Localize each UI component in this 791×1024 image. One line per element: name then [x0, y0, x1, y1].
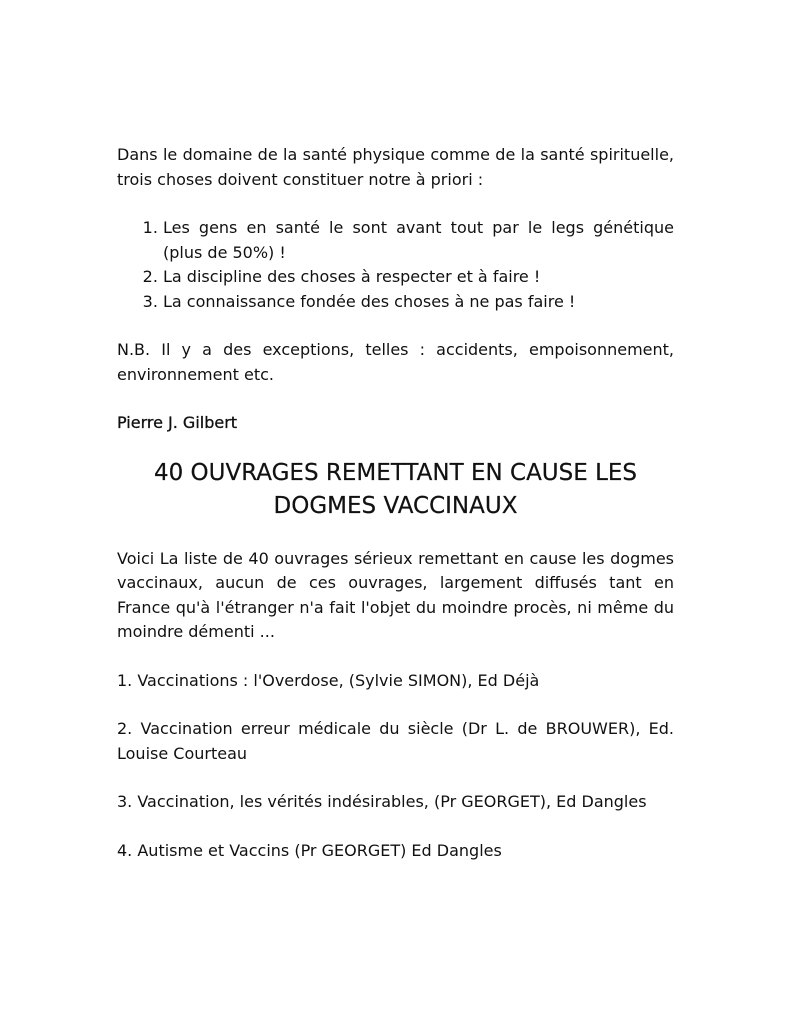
book-entry-4: 4. Autisme et Vaccins (Pr GEORGET) Ed Dangles	[117, 840, 502, 860]
heading-line-1: 40 OUVRAGES REMETTANT EN CAUSE LES	[153, 459, 638, 486]
author-signature: Pierre J. Gilbert	[117, 413, 238, 432]
priority-list	[117, 216, 674, 314]
intro-paragraph: Dans le domaine de la santé physique comme de la santé spirituelle, trois choses doivent constituer notre à priori :	[117, 145, 674, 189]
list-item: 2. La discipline des choses à respecter et à faire !	[163, 265, 674, 290]
section-heading	[117, 457, 674, 523]
nb-paragraph: N.B. Il y a des exceptions, telles : accidents, empoisonnement, environnement etc.	[117, 340, 674, 384]
document-page	[117, 143, 674, 887]
heading-line-2: DOGMES VACCINAUX	[273, 492, 518, 519]
book-entry-2: 2. Vaccination erreur médicale du siècle (Dr L. de BROUWER), Ed. Louise Courteau	[117, 719, 674, 763]
list-item: 3. La connaissance fondée des choses à ne pas faire !	[163, 290, 674, 315]
book-entry-3: 3. Vaccination, les vérités indésirables, (Pr GEORGET), Ed Dangles	[117, 792, 647, 811]
list-item: 1. Les gens en santé le sont avant tout par le legs génétique (plus de 50%) !	[163, 216, 674, 265]
book-entry-1: 1. Vaccinations : l'Overdose, (Sylvie SIMON), Ed Déjà	[117, 670, 540, 690]
lead-paragraph: Voici La liste de 40 ouvrages sérieux remettant en cause les dogmes vaccinaux, aucun de ces ouvrages, largement diffusés tant en France qu'à l'étranger n'a fait l'objet du moindre procès, ni même du moindre démenti ...	[117, 548, 674, 641]
